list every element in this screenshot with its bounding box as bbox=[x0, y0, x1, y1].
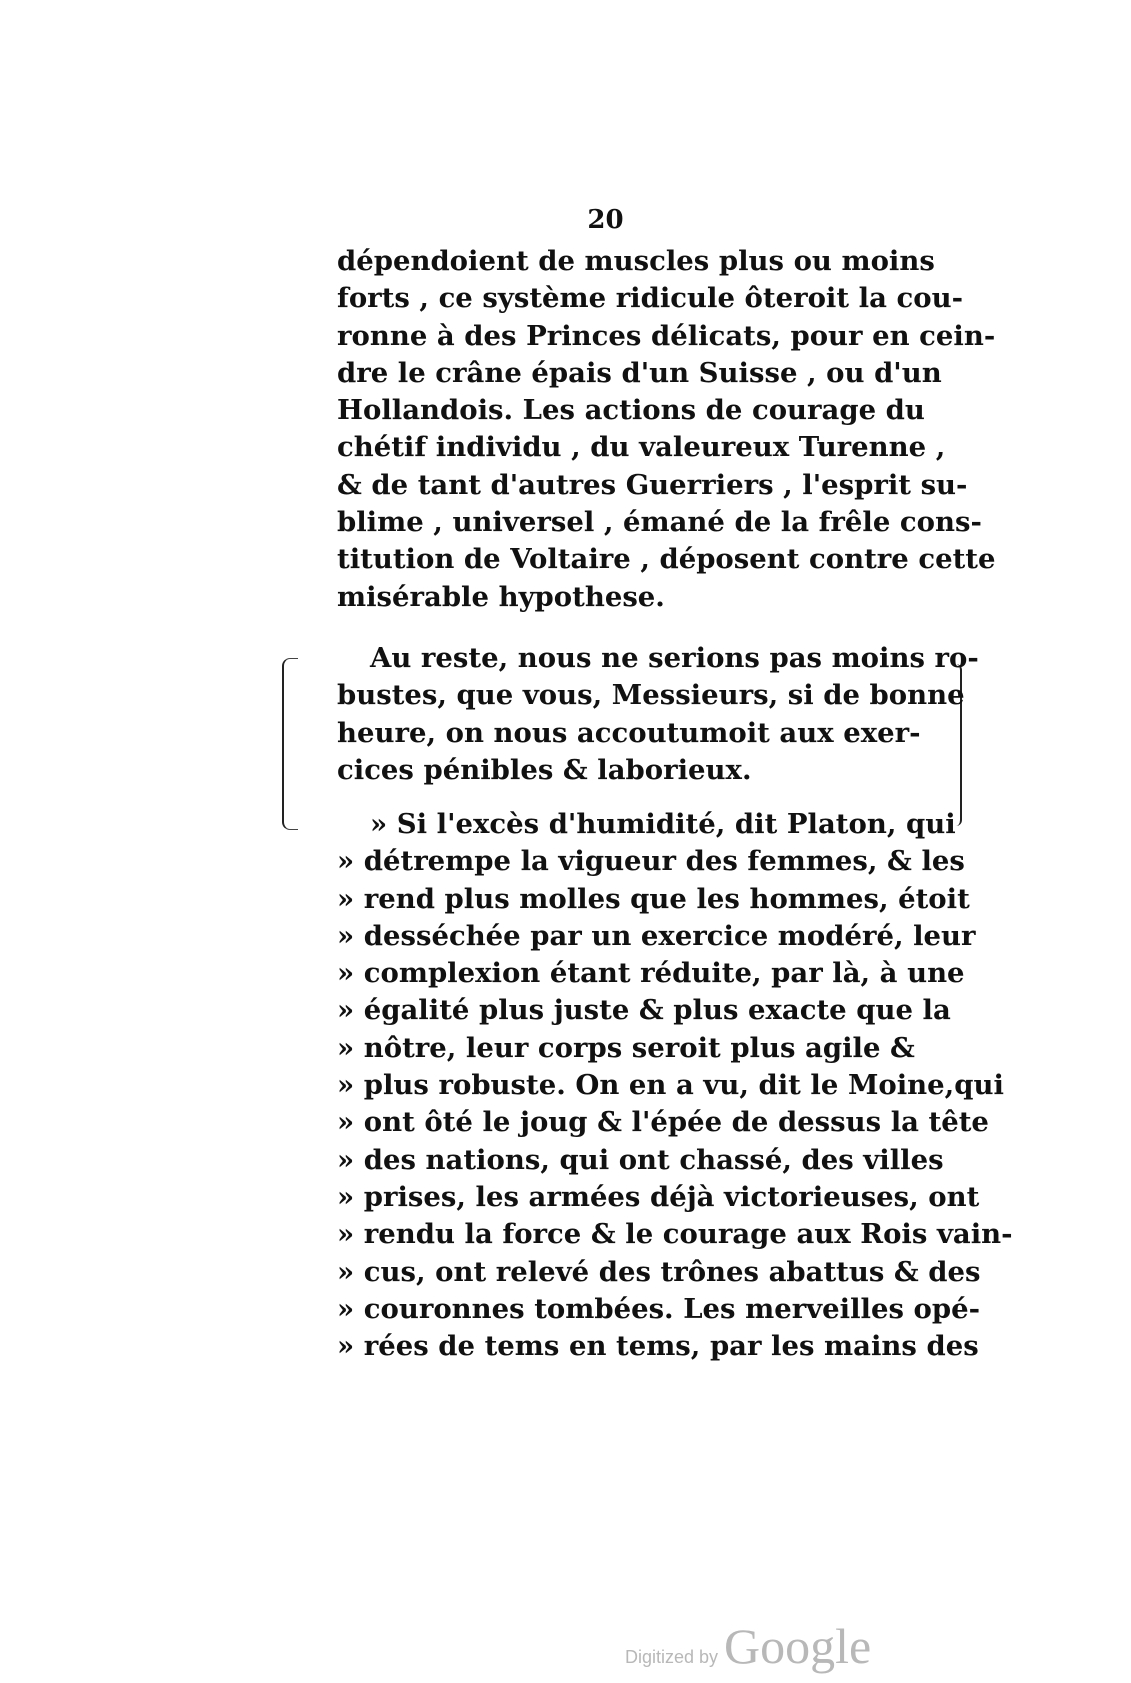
text-line: forts , ce système ridicule ôteroit la cou- bbox=[337, 282, 963, 315]
text-line: cices pénibles & laborieux. bbox=[337, 753, 752, 786]
text-line: » des nations, qui ont chassé, des villes bbox=[337, 1143, 944, 1176]
text-line: » rendu la force & le courage aux Rois vain- bbox=[337, 1218, 1013, 1251]
paragraph-1 bbox=[337, 243, 996, 616]
margin-bracket-left bbox=[282, 658, 298, 830]
text-line: misérable hypothese. bbox=[337, 580, 665, 613]
text-line: titution de Voltaire , déposent contre cette bbox=[337, 543, 996, 576]
text-line: heure, on nous accoutumoit aux exer- bbox=[337, 716, 921, 749]
text-line: ronne à des Princes délicats, pour en cein- bbox=[337, 319, 996, 352]
paragraph-3 bbox=[337, 806, 1013, 1365]
text-line: dépendoient de muscles plus ou moins bbox=[337, 245, 935, 277]
text-line: » cus, ont relevé des trônes abattus & des bbox=[337, 1255, 981, 1288]
page-number: 20 bbox=[587, 205, 624, 235]
text-line: » plus robuste. On en a vu, dit le Moine,qui bbox=[337, 1069, 1004, 1102]
text-line: Au reste, nous ne serions pas moins ro- bbox=[370, 642, 979, 674]
text-line: » desséchée par un exercice modéré, leur bbox=[337, 919, 976, 952]
text-line: » rées de tems en tems, par les mains des bbox=[337, 1330, 979, 1363]
text-line: » rend plus molles que les hommes, étoit bbox=[337, 882, 970, 915]
watermark-prefix: Digitized by bbox=[625, 1647, 719, 1667]
text-line: dre le crâne épais d'un Suisse , ou d'un bbox=[337, 356, 942, 389]
text-line: chétif individu , du valeureux Turenne , bbox=[337, 431, 946, 464]
text-line: blime , universel , émané de la frêle cons- bbox=[337, 506, 982, 539]
text-line: » détrempe la vigueur des femmes, & les bbox=[337, 845, 965, 878]
text-line: » complexion étant réduite, par là, à une bbox=[337, 957, 965, 990]
digitized-watermark bbox=[625, 1617, 871, 1675]
text-line: » prises, les armées déjà victorieuses, ont bbox=[337, 1180, 980, 1213]
text-line: & de tant d'autres Guerriers , l'esprit su- bbox=[337, 468, 968, 501]
text-line: » ont ôté le joug & l'épée de dessus la tête bbox=[337, 1106, 989, 1139]
text-line: » Si l'excès d'humidité, dit Platon, qui bbox=[370, 808, 956, 840]
paragraph-2 bbox=[337, 640, 979, 789]
text-line: » égalité plus juste & plus exacte que la bbox=[337, 994, 951, 1027]
google-logo: Google bbox=[724, 1618, 872, 1674]
text-line: Hollandois. Les actions de courage du bbox=[337, 394, 925, 427]
text-line: » couronnes tombées. Les merveilles opé- bbox=[337, 1292, 981, 1325]
text-line: » nôtre, leur corps seroit plus agile & bbox=[337, 1031, 915, 1064]
text-line: bustes, que vous, Messieurs, si de bonne bbox=[337, 679, 965, 712]
